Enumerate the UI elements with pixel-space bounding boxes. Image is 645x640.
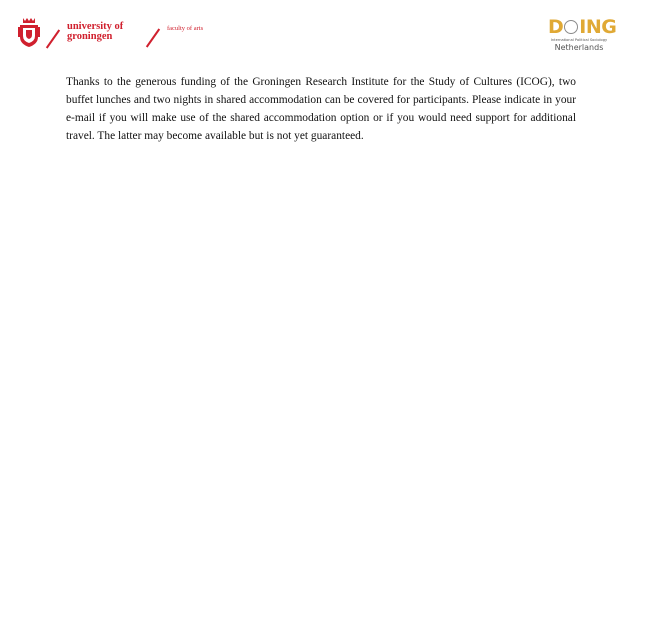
university-name-line1: university of: [67, 21, 124, 32]
university-name: [67, 22, 147, 42]
page-header: [0, 0, 645, 60]
o-ring-icon: [564, 20, 578, 34]
funding-paragraph: Thanks to the generous funding of the Groningen Research Institute for the Study of Cultures (ICOG), two buffet lunches and two nights in shared accommodation can be covered for participants. Please indicate in your e-mail if you will make use of the shared accommodation option or if you would need support for additional travel. The latter may become available but is not yet guaranteed.: [66, 76, 576, 142]
faculty-divider: [146, 28, 160, 47]
faculty-name: faculty of arts: [167, 25, 204, 32]
university-crest-icon: [18, 17, 40, 48]
doing-logo-title-start: D: [548, 16, 564, 38]
doing-logo: [548, 16, 617, 56]
doing-logo-country: Netherlands: [554, 43, 604, 52]
doing-logo-title-end: ING: [579, 16, 617, 38]
doing-logo-title: [548, 16, 617, 38]
doing-logo-subtitle: International Political Sociology: [550, 38, 608, 42]
logo-divider: [46, 29, 60, 48]
university-name-line2: groningen: [67, 31, 113, 42]
